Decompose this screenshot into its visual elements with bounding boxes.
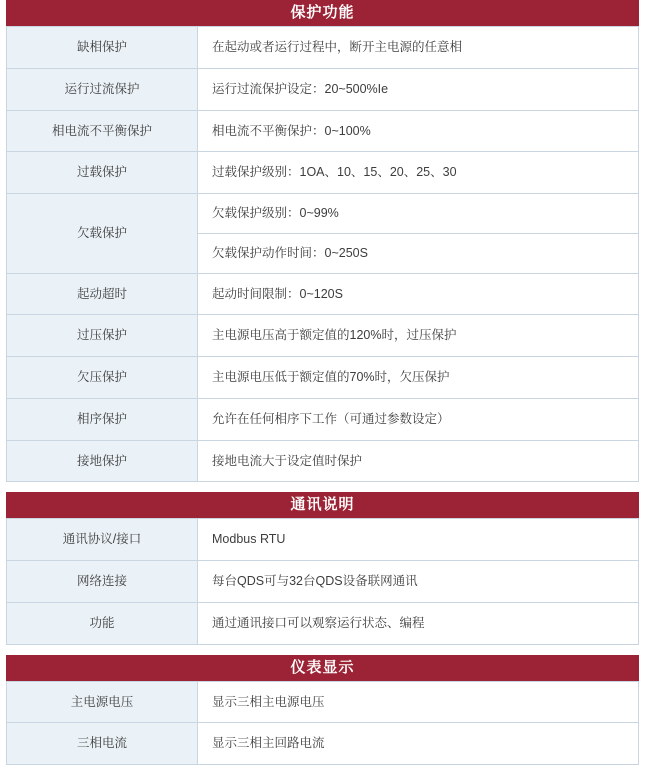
row-value: 主电源电压低于额定值的70%时，欠压保护: [198, 357, 639, 399]
row-label: 欠压保护: [7, 357, 198, 399]
table-row: [7, 27, 639, 69]
row-value: 通过通讯接口可以观察运行状态、编程: [198, 602, 639, 644]
row-value: 显示三相主回路电流: [198, 723, 639, 765]
table-row: [7, 723, 639, 765]
row-label: 欠载保护: [7, 194, 198, 274]
section-title: 保护功能: [6, 0, 639, 26]
table-row: [7, 519, 639, 561]
table-row: [7, 110, 639, 152]
section-title: 仪表显示: [6, 655, 639, 681]
row-label: 运行过流保护: [7, 68, 198, 110]
spec-table: [6, 26, 639, 482]
row-label: 功能: [7, 602, 198, 644]
row-value: 接地电流大于设定值时保护: [198, 440, 639, 482]
row-value: 起动时间限制：0~120S: [198, 273, 639, 315]
row-value: 相电流不平衡保护：0~100%: [198, 110, 639, 152]
row-value: 主电源电压高于额定值的120%时，过压保护: [198, 315, 639, 357]
row-label: 网络连接: [7, 561, 198, 603]
row-value: 每台QDS可与32台QDS设备联网通讯: [198, 561, 639, 603]
row-value: 显示三相主电源电压: [198, 681, 639, 723]
table-row: [7, 194, 639, 234]
row-label: 通讯协议/接口: [7, 519, 198, 561]
table-row: [7, 602, 639, 644]
row-label: 相电流不平衡保护: [7, 110, 198, 152]
spec-table: [6, 518, 639, 644]
row-value: 运行过流保护设定：20~500%Ie: [198, 68, 639, 110]
table-row: [7, 440, 639, 482]
row-label: 起动超时: [7, 273, 198, 315]
row-label: 主电源电压: [7, 681, 198, 723]
row-value: 欠载保护动作时间：0~250S: [198, 233, 639, 273]
row-label: 相序保护: [7, 398, 198, 440]
table-row: [7, 273, 639, 315]
table-row: [7, 398, 639, 440]
table-row: [7, 152, 639, 194]
row-label: 过压保护: [7, 315, 198, 357]
row-value: 欠载保护级别：0~99%: [198, 194, 639, 234]
spec-section: [6, 0, 639, 482]
row-label: 缺相保护: [7, 27, 198, 69]
table-row: [7, 357, 639, 399]
table-row: [7, 68, 639, 110]
spec-section: [6, 492, 639, 644]
table-row: [7, 681, 639, 723]
spec-table: [6, 681, 639, 766]
row-value: 允许在任何相序下工作（可通过参数设定）: [198, 398, 639, 440]
row-value: 在起动或者运行过程中，断开主电源的任意相: [198, 27, 639, 69]
table-row: [7, 561, 639, 603]
sections-container: [6, 0, 639, 765]
section-title: 通讯说明: [6, 492, 639, 518]
table-row: [7, 315, 639, 357]
row-label: 过载保护: [7, 152, 198, 194]
row-value: Modbus RTU: [198, 519, 639, 561]
row-label: 三相电流: [7, 723, 198, 765]
spec-section: [6, 655, 639, 766]
row-value: 过载保护级别：1OA、10、15、20、25、30: [198, 152, 639, 194]
row-label: 接地保护: [7, 440, 198, 482]
